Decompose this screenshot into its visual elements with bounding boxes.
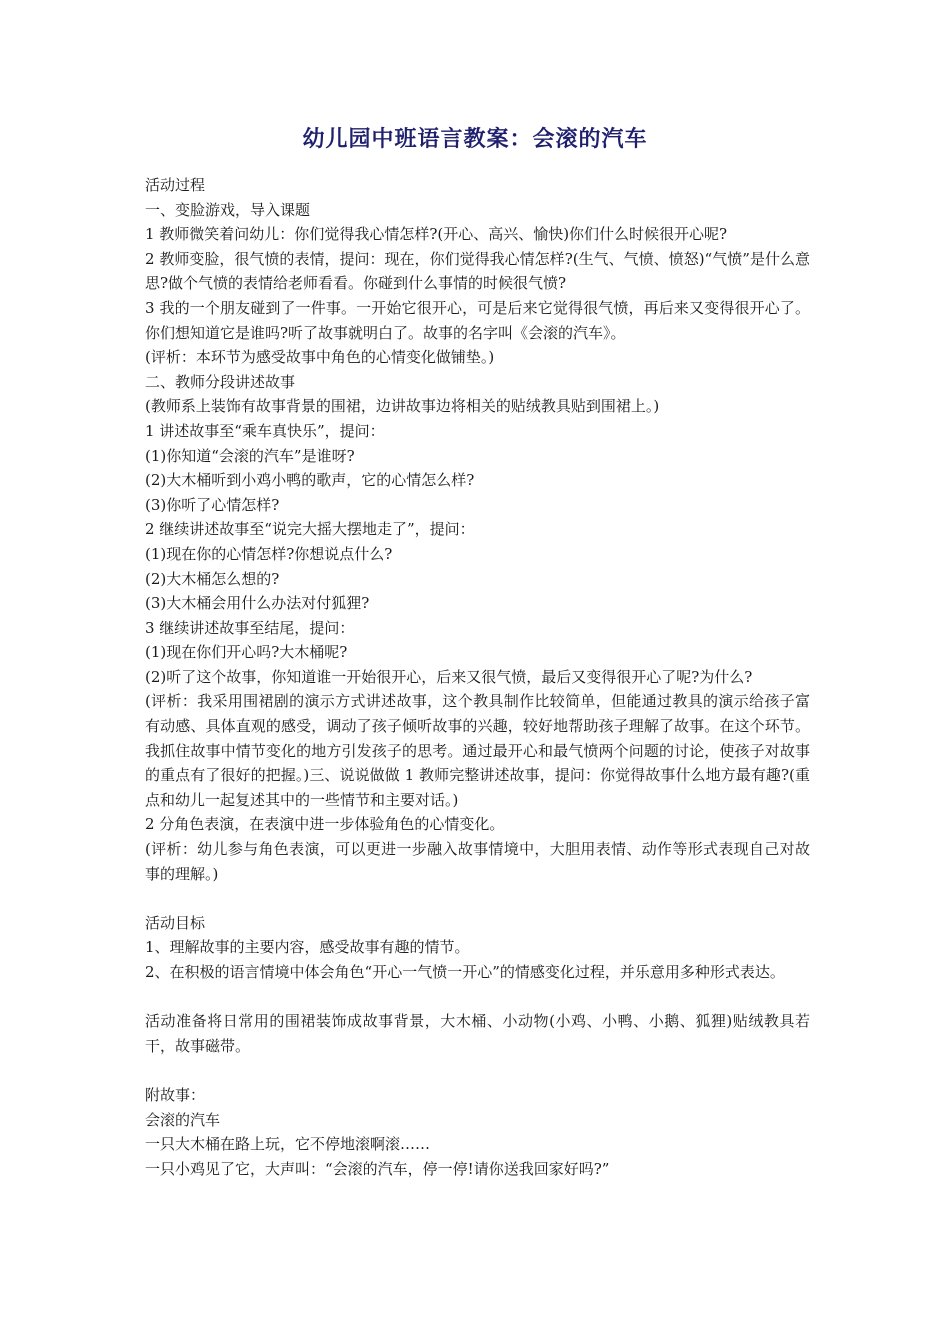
paragraph-spacer (145, 1058, 810, 1083)
process-line: (评析：幼儿参与角色表演，可以更进一步融入故事情境中，大胆用表情、动作等形式表现自己对故事的理解。) (145, 840, 810, 883)
process-line: (教师系上装饰有故事背景的围裙，边讲故事边将相关的贴绒教具贴到围裙上。) (145, 397, 660, 416)
story-line: 一只小鸡见了它，大声叫：“会滚的汽车，停一停!请你送我回家好吗?” (145, 1159, 610, 1178)
process-line: 3 我的一个朋友碰到了一件事。一开始它很开心，可是后来它觉得很气愤，再后来又变得很开心了。你们想知道它是谁吗?听了故事就明白了。故事的名字叫《会滚的汽车》。 (145, 298, 810, 342)
process-line: 1 教师微笑着问幼儿：你们觉得我心情怎样?(开心、高兴、愉快)你们什么时候很开心呢? (145, 225, 728, 244)
paragraph-spacer (145, 886, 810, 911)
story-line: 一只大木桶在路上玩，它不停地滚啊滚…… (145, 1135, 431, 1154)
preparation-paragraph: 活动准备将日常用的围裙装饰成故事背景，大木桶、小动物(小鸡、小鸭、小鹅、狐狸)贴绒教具若干，故事磁带。 (145, 1012, 810, 1055)
process-line: 2 分角色表演，在表演中进一步体验角色的心情变化。 (145, 815, 505, 834)
process-line: (1)现在你的心情怎样?你想说点什么? (145, 544, 393, 563)
process-line: 3 继续讲述故事至结尾，提问： (145, 618, 355, 637)
process-line: (1)现在你们开心吗?大木桶呢? (145, 643, 348, 662)
process-line: 2 教师变脸，很气愤的表情，提问：现在，你们觉得我心情怎样?(生气、气愤、愤怒)“气愤”是什么意思?做个气愤的表情给老师看看。你碰到什么事情的时候很气愤? (145, 249, 810, 293)
paragraph-spacer (145, 985, 810, 1010)
process-line: (1)你知道“会滚的汽车”是谁呀? (145, 446, 355, 465)
process-line: 2 继续讲述故事至“说完大摇大摆地走了”，提问： (145, 520, 475, 539)
document-title: 幼儿园中班语言教案：会滚的汽车 (302, 127, 648, 152)
story-title: 会滚的汽车 (145, 1110, 221, 1129)
process-line: (2)大木桶怎么想的? (145, 569, 280, 588)
process-line: (评析：本环节为感受故事中角色的心情变化做铺垫。) (145, 348, 495, 367)
process-line: (评析：我采用围裙剧的演示方式讲述故事，这个教具制作比较简单，但能通过教具的演示给孩子富有动感、具体直观的感受，调动了孩子倾听故事的兴趣，较好地帮助孩子理解了故事。在这个环节。我抓住故事中情节变化的地方引发孩子的思考。通过最开心和最气愤两个问题的讨论，使孩子对故事的重点有了很好的把握。)三、说说做做 1 教师完整讲述故事，提问：你觉得故事什么地方最有趣?(重点和幼儿一起复述其中的一些情节和主要对话。) (145, 692, 810, 809)
process-line: (3)你听了心情怎样? (145, 495, 280, 514)
process-line: 二、教师分段讲述故事 (145, 372, 296, 391)
document-body (145, 173, 810, 1181)
section-heading-goals: 活动目标 (145, 913, 206, 932)
process-line: (2)大木桶听到小鸡小鸭的歌声，它的心情怎么样? (145, 471, 475, 490)
process-line: 1 讲述故事至“乘车真快乐”，提问： (145, 421, 385, 440)
goal-line: 2、在积极的语言情境中体会角色“开心一气愤一开心”的情感变化过程，并乐意用多种形式表达。 (145, 963, 785, 981)
process-line: 一、变脸游戏，导入课题 (145, 200, 311, 219)
section-heading-process: 活动过程 (145, 176, 206, 194)
process-line: (3)大木桶会用什么办法对付狐狸? (145, 594, 370, 613)
goal-line: 1、理解故事的主要内容，感受故事有趣的情节。 (145, 938, 470, 957)
process-line: (2)听了这个故事，你知道谁一开始很开心，后来又很气愤，最后又变得很开心了呢?为什么? (145, 667, 753, 686)
section-heading-story: 附故事： (145, 1085, 206, 1104)
